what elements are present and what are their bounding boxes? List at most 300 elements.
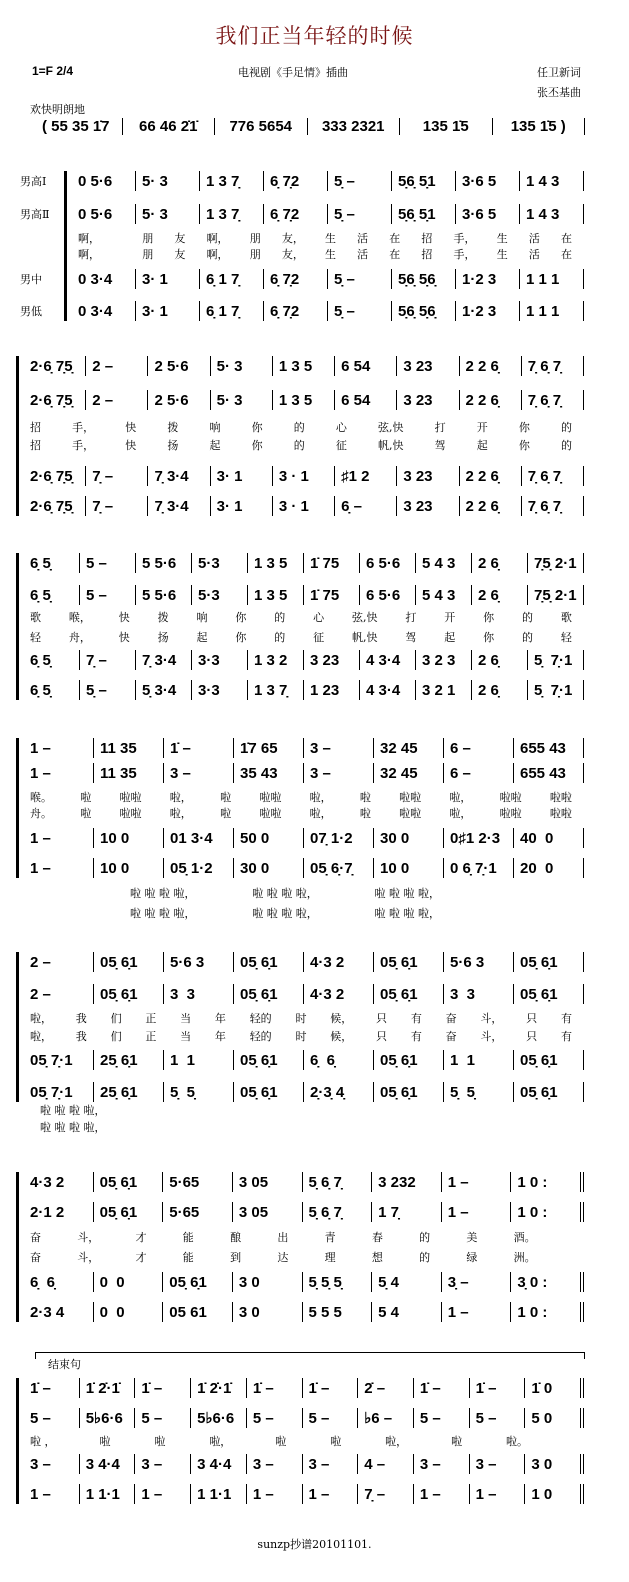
measure: 1 – bbox=[414, 1484, 470, 1504]
lyric-syllable: 扬 bbox=[157, 631, 169, 644]
lyric-syllable: 候， bbox=[330, 1012, 353, 1025]
lyric-syllable: 帆,快 bbox=[352, 631, 378, 644]
intro-measure: 135 1̇5 ) bbox=[493, 118, 586, 135]
lyric-syllable: 斗， bbox=[77, 1231, 100, 1244]
measure: 6̣ 7̣2 bbox=[264, 171, 328, 191]
measure: 3 – bbox=[303, 1454, 359, 1474]
lyric-syllable: 奋 bbox=[445, 1012, 457, 1025]
lyric-syllable: 响 bbox=[209, 421, 221, 434]
lyric-syllable: 轻 bbox=[30, 631, 41, 644]
lyric-syllable: 年 bbox=[214, 1012, 226, 1025]
measure: 25̣ 6̣1 bbox=[94, 1082, 164, 1102]
staff-voice-2 bbox=[28, 585, 584, 605]
lyric-syllable: 年 bbox=[214, 1030, 226, 1043]
measure: 01 3·4 bbox=[164, 828, 234, 848]
measure: 5 – bbox=[28, 1408, 80, 1428]
measure: 2̇ – bbox=[358, 1378, 414, 1398]
lyric-syllable: 啦 bbox=[154, 1435, 166, 1448]
bass-lyrics-line bbox=[130, 905, 440, 921]
staff-voice-2 bbox=[76, 204, 584, 224]
measure: 3· 1 bbox=[136, 301, 200, 321]
lyric-syllable: 啦 bbox=[359, 807, 371, 820]
lyric-syllable: 洲。 bbox=[513, 1251, 536, 1264]
measure: 2 2 6̣ bbox=[460, 390, 522, 410]
measure: 1 – bbox=[247, 1484, 303, 1504]
measure: 3·6 5 bbox=[456, 204, 520, 224]
measure: 1 1·1 bbox=[80, 1484, 136, 1504]
lyric-syllable: 能 bbox=[182, 1231, 194, 1244]
system-bracket bbox=[64, 171, 71, 321]
measure: 5̣ 5̣ bbox=[444, 1082, 514, 1102]
system-bracket bbox=[16, 1378, 23, 1504]
lyric-syllable: 有 bbox=[560, 1030, 572, 1043]
lyric-syllable: 轻 bbox=[560, 631, 572, 644]
measure: 05 61 bbox=[163, 1302, 233, 1322]
lyric-syllable: 友， bbox=[281, 248, 304, 261]
measure: 5̣6̣ 5̣1 bbox=[392, 204, 456, 224]
lyric-syllable: 活 bbox=[528, 232, 540, 245]
measure: 1·2 3 bbox=[456, 269, 520, 289]
measure: 0 5·6 bbox=[76, 171, 136, 191]
lyric-syllable: 候， bbox=[330, 1030, 353, 1043]
measure: 1̇ 75 bbox=[304, 553, 360, 573]
measure: 2 5·6 bbox=[148, 390, 210, 410]
lyric-syllable: 弦,快 bbox=[352, 611, 378, 624]
measure: 1 – bbox=[28, 763, 94, 783]
lyric-syllable: 活 bbox=[528, 248, 540, 261]
intro-measure: 333 2321 bbox=[308, 118, 401, 135]
lyric-syllable: 啦 bbox=[220, 807, 232, 820]
lyric-phrase: 啦 啦 啦 啦， bbox=[130, 887, 196, 900]
measure: 7̣ 6̣ 7̣ bbox=[522, 496, 584, 516]
voice-label: 男高Ⅱ bbox=[20, 208, 50, 221]
measure: 11 35 bbox=[94, 763, 164, 783]
measure: 5̣ – bbox=[328, 301, 392, 321]
lyric-syllable: 喉。 bbox=[30, 791, 52, 804]
measure: 32 45 bbox=[374, 763, 444, 783]
lyric-syllable: 的 bbox=[561, 439, 572, 452]
lyric-syllable: 歌 bbox=[30, 611, 41, 624]
lyric-syllable: 啦， bbox=[385, 1435, 408, 1448]
staff-voice-2 bbox=[28, 984, 584, 1004]
measure: 3 23 bbox=[397, 390, 459, 410]
measure: 2·6̣ 7̣5̣ bbox=[28, 356, 86, 376]
lyric-syllable: 你 bbox=[251, 439, 263, 452]
staff-voice-4 bbox=[28, 496, 584, 516]
measure: 3· 1 bbox=[136, 269, 200, 289]
lyric-syllable: 拨 bbox=[167, 421, 179, 434]
measure: 05̣ 6̣1 bbox=[514, 1082, 584, 1102]
lyric-syllable: 手， bbox=[72, 439, 95, 452]
measure: 7̣ 3·4 bbox=[148, 466, 210, 486]
lyric-syllable: 的 bbox=[522, 631, 533, 644]
staff-voice-2 bbox=[28, 1408, 584, 1428]
system-bracket bbox=[16, 553, 23, 700]
lyric-syllable: 当 bbox=[180, 1030, 192, 1043]
measure: 10 0 bbox=[94, 828, 164, 848]
measure: 3· 1 bbox=[211, 496, 273, 516]
measure: 6̣ 1 7̣ bbox=[200, 301, 264, 321]
lyric-syllable: 啦 bbox=[99, 1435, 111, 1448]
lyric-syllable: 你 bbox=[518, 439, 530, 452]
lyric-syllable: 友 bbox=[174, 232, 186, 245]
measure: 5̣ 7̣·1 bbox=[528, 650, 584, 670]
lyrics-line bbox=[78, 246, 572, 262]
measure: 1̇ – bbox=[28, 1378, 80, 1398]
staff-voice-3 bbox=[28, 1454, 584, 1474]
measure: 1 – bbox=[28, 858, 94, 878]
measure: 5· 3 bbox=[136, 171, 200, 191]
lyric-syllable: 啦。 bbox=[506, 1435, 528, 1448]
measure: 05̣ 6̣1 bbox=[374, 1082, 444, 1102]
lyric-syllable: 啦， bbox=[309, 807, 332, 820]
staff-voice-4 bbox=[28, 680, 584, 700]
lyric-syllable: 啊， bbox=[78, 232, 100, 245]
measure: 2 – bbox=[28, 984, 94, 1004]
lyrics-line bbox=[30, 1433, 572, 1449]
lyric-syllable: 当 bbox=[180, 1012, 192, 1025]
measure: 1 1 1 bbox=[520, 301, 584, 321]
lyric-syllable: 美 bbox=[466, 1231, 478, 1244]
measure: 3 – bbox=[304, 763, 374, 783]
measure: 3·6 5 bbox=[456, 171, 520, 191]
staff-voice-3 bbox=[76, 269, 584, 289]
measure: 3 · 1 bbox=[273, 466, 335, 486]
system-bracket bbox=[16, 1172, 23, 1322]
measure: 5 – bbox=[80, 553, 136, 573]
measure: 5·65 bbox=[163, 1172, 233, 1192]
measure: 05̣ 6̣1 bbox=[514, 1050, 584, 1070]
lyric-syllable: 理 bbox=[324, 1251, 336, 1264]
measure: 6̣ 6̣ bbox=[304, 1050, 374, 1070]
lyric-syllable: 弦,快 bbox=[378, 421, 404, 434]
lyric-syllable: 出 bbox=[277, 1231, 289, 1244]
lyric-syllable: 手， bbox=[453, 248, 476, 261]
measure: 7̣ – bbox=[86, 496, 148, 516]
intro-measure: 776 5654 bbox=[215, 118, 308, 135]
measure: 3̣ 0 : bbox=[511, 1272, 584, 1292]
lyric-phrase: 啦 啦 啦 啦， bbox=[374, 887, 440, 900]
measure: 3 3 bbox=[164, 984, 234, 1004]
measure: 5· 3 bbox=[136, 204, 200, 224]
lyric-syllable: 啦 bbox=[80, 807, 92, 820]
measure: 1̇ – bbox=[135, 1378, 191, 1398]
lyric-syllable: 的 bbox=[274, 611, 286, 624]
lyric-syllable: 招 bbox=[30, 439, 41, 452]
lyric-syllable: 的 bbox=[293, 421, 305, 434]
lyric-syllable: 的 bbox=[419, 1251, 431, 1264]
measure: 2 – bbox=[86, 356, 148, 376]
staff-voice-1 bbox=[28, 356, 584, 376]
lyric-syllable: 在 bbox=[560, 248, 572, 261]
lyric-syllable: 你 bbox=[483, 611, 495, 624]
measure: 5♭6·6 bbox=[80, 1408, 136, 1428]
lyrics-line bbox=[30, 437, 572, 453]
measure: 1̇ – bbox=[303, 1378, 359, 1398]
staff-voice-2 bbox=[28, 390, 584, 410]
staff-voice-1 bbox=[28, 1378, 584, 1398]
intro-measure: ( 55 35 1̇7 bbox=[30, 118, 123, 135]
measure: 1 4 3 bbox=[520, 171, 584, 191]
measure: 2·6̣ 7̣5̣ bbox=[28, 466, 86, 486]
lyric-syllable: 想 bbox=[371, 1251, 383, 1264]
lyric-syllable: 在 bbox=[389, 232, 401, 245]
tempo-marking: 欢快明朗地 bbox=[30, 103, 85, 116]
measure: 05̣ 6̣1 bbox=[94, 1202, 164, 1222]
measure: 6 5·6 bbox=[360, 585, 416, 605]
lyric-syllable: 朋 bbox=[249, 248, 261, 261]
lyric-syllable: 有 bbox=[410, 1012, 422, 1025]
measure: 0 3·4 bbox=[76, 301, 136, 321]
measure: 3 0 bbox=[233, 1272, 303, 1292]
measure: 35 43 bbox=[234, 763, 304, 783]
lyric-syllable: 起 bbox=[196, 631, 208, 644]
measure: 5 – bbox=[303, 1408, 359, 1428]
lyric-syllable: 只 bbox=[526, 1030, 538, 1043]
measure: 3· 1 bbox=[211, 466, 273, 486]
staff-voice-4 bbox=[28, 1302, 584, 1322]
measure: 1 3 7̣ bbox=[200, 204, 264, 224]
lyric-phrase: 啦 啦 啦 啦， bbox=[130, 907, 196, 920]
measure: 05̣ 6̣1 bbox=[514, 952, 584, 972]
bass-lyrics-line bbox=[40, 1119, 120, 1135]
measure: 40 0 bbox=[514, 828, 584, 848]
measure: 6 – bbox=[444, 738, 514, 758]
lyric-syllable: 啦啦 bbox=[499, 791, 522, 804]
lyric-syllable: 舟。 bbox=[30, 807, 52, 820]
measure: 1̇ 2̇·1̇ bbox=[191, 1378, 247, 1398]
lyric-syllable: 手， bbox=[72, 421, 95, 434]
lyric-syllable: 酒。 bbox=[513, 1231, 536, 1244]
measure: 5 – bbox=[414, 1408, 470, 1428]
lyric-syllable: 啊， bbox=[78, 248, 100, 261]
lyric-syllable: 达 bbox=[277, 1251, 289, 1264]
measure: 11 35 bbox=[94, 738, 164, 758]
measure: 1 3 5 bbox=[273, 390, 335, 410]
lyric-syllable: 啦， bbox=[30, 1030, 52, 1043]
bass-lyrics-line bbox=[130, 885, 440, 901]
measure: 6̣ 7̣2 bbox=[264, 269, 328, 289]
lyric-syllable: 快 bbox=[118, 631, 130, 644]
measure: 5· 3 bbox=[211, 356, 273, 376]
measure: 6̣ 5̣ bbox=[28, 585, 80, 605]
lyric-syllable: 招 bbox=[421, 248, 433, 261]
lyric-syllable: 只 bbox=[376, 1012, 388, 1025]
staff-voice-1 bbox=[28, 1172, 584, 1192]
staff-voice-1 bbox=[28, 952, 584, 972]
lyric-syllable: 啦 bbox=[451, 1435, 463, 1448]
lyric-syllable: 只 bbox=[526, 1012, 538, 1025]
measure: 50 0 bbox=[234, 828, 304, 848]
staff-voice-1 bbox=[28, 553, 584, 573]
measure: 5̣ – bbox=[80, 680, 136, 700]
lyric-syllable: 心 bbox=[335, 421, 347, 434]
measure: 2·3 4 bbox=[28, 1302, 94, 1322]
lyric-syllable: 啊， bbox=[206, 248, 229, 261]
lyric-syllable: 我 bbox=[75, 1030, 87, 1043]
song-title: 我们正当年轻的时候 bbox=[215, 24, 414, 48]
lyric-syllable: 帆,快 bbox=[378, 439, 404, 452]
lyric-syllable: 啦， bbox=[309, 791, 332, 804]
measure: 3 – bbox=[304, 738, 374, 758]
lyrics-line bbox=[30, 609, 572, 625]
lyric-syllable: 友 bbox=[174, 248, 186, 261]
measure: 1·2 3 bbox=[456, 301, 520, 321]
lyric-syllable: 你 bbox=[235, 611, 247, 624]
measure: 0♯1 2·3 bbox=[444, 828, 514, 848]
voice-label: 男低 bbox=[20, 305, 42, 318]
lyric-syllable: 快 bbox=[125, 439, 137, 452]
measure: 3 23 bbox=[397, 466, 459, 486]
lyric-syllable: 只 bbox=[376, 1030, 388, 1043]
lyric-syllable: 轻的 bbox=[249, 1012, 272, 1025]
measure: 4·3 2 bbox=[304, 952, 374, 972]
measure: 3 23 bbox=[397, 496, 459, 516]
measure: 1 – bbox=[442, 1302, 512, 1322]
measure: 1 1 1 bbox=[520, 269, 584, 289]
measure: 6̣ 5̣ bbox=[28, 650, 80, 670]
lyric-syllable: 起 bbox=[209, 439, 221, 452]
staff-voice-3 bbox=[28, 650, 584, 670]
measure: 5 4 3 bbox=[416, 585, 472, 605]
measure: 3 – bbox=[135, 1454, 191, 1474]
measure: 05̣ 1·2 bbox=[164, 858, 234, 878]
measure: 3 – bbox=[414, 1454, 470, 1474]
staff-voice-4 bbox=[28, 1484, 584, 1504]
staff-voice-2 bbox=[28, 1202, 584, 1222]
measure: 05̣ 6̣1 bbox=[94, 952, 164, 972]
measure: 3 05 bbox=[233, 1172, 303, 1192]
lyric-syllable: 友， bbox=[281, 232, 304, 245]
measure: 1 3 7̣ bbox=[248, 680, 304, 700]
lyric-syllable: 斗， bbox=[480, 1030, 503, 1043]
measure: 3 2 3 bbox=[416, 650, 472, 670]
measure: 05̣ 6̣1 bbox=[234, 1082, 304, 1102]
lyric-syllable: 起 bbox=[476, 439, 488, 452]
lyric-phrase: 啦 啦 啦 啦， bbox=[40, 1121, 106, 1134]
measure: 6 5·6 bbox=[360, 553, 416, 573]
measure: 05̣ 6̣1 bbox=[374, 952, 444, 972]
lyrics-line bbox=[30, 1249, 572, 1265]
measure: 0 3·4 bbox=[76, 269, 136, 289]
measure: 5̣6̣ 5̣6̣ bbox=[392, 301, 456, 321]
voice-label: 男中 bbox=[20, 273, 42, 286]
lyric-syllable: 啦 bbox=[275, 1435, 287, 1448]
measure: 5̣ 4 bbox=[372, 1272, 442, 1292]
measure: 1̇ 0 bbox=[525, 1378, 584, 1398]
coda-label: 结束句 bbox=[48, 1358, 81, 1371]
measure: 1 0 bbox=[525, 1484, 584, 1504]
measure: 2 6̣ bbox=[472, 585, 528, 605]
measure: 3 2 1 bbox=[416, 680, 472, 700]
lyric-syllable: 你 bbox=[235, 631, 247, 644]
lyric-syllable: 青 bbox=[324, 1231, 336, 1244]
measure: 1 7̣ bbox=[372, 1202, 442, 1222]
measure: 1 0 : bbox=[511, 1302, 584, 1322]
measure: 6 54 bbox=[335, 390, 397, 410]
lyric-syllable: 在 bbox=[560, 232, 572, 245]
lyric-syllable: 到 bbox=[230, 1251, 242, 1264]
lyric-syllable: 能 bbox=[182, 1251, 194, 1264]
measure: 6̣ – bbox=[335, 496, 397, 516]
measure: 7̣5̣ 2·1 bbox=[528, 585, 584, 605]
measure: 32 45 bbox=[374, 738, 444, 758]
measure: 5 – bbox=[247, 1408, 303, 1428]
measure: 05̣ 6̣1 bbox=[514, 984, 584, 1004]
lyrics-line bbox=[30, 805, 572, 821]
measure: 7̣ – bbox=[86, 466, 148, 486]
measure: 5̣ – bbox=[328, 171, 392, 191]
measure: 1̇ 2̇·1̇ bbox=[80, 1378, 136, 1398]
measure: 1 3 7̣ bbox=[200, 171, 264, 191]
measure: 1 1 bbox=[164, 1050, 234, 1070]
lyric-syllable: 打 bbox=[405, 611, 417, 624]
measure: 1 – bbox=[303, 1484, 359, 1504]
lyric-syllable: 活 bbox=[357, 232, 369, 245]
measure: 7̣ 3·4 bbox=[148, 496, 210, 516]
lyric-syllable: 生 bbox=[496, 248, 508, 261]
measure: 7̣ 6̣ 7̣ bbox=[522, 466, 584, 486]
bass-lyrics-line bbox=[40, 1102, 120, 1118]
staff-voice-2 bbox=[28, 763, 584, 783]
measure: 3 0 bbox=[525, 1454, 584, 1474]
staff-voice-4 bbox=[28, 858, 584, 878]
lyric-syllable: 正 bbox=[145, 1012, 157, 1025]
measure: 3 23 bbox=[397, 356, 459, 376]
measure: 1̇7 65 bbox=[234, 738, 304, 758]
measure: 3 0 bbox=[233, 1302, 303, 1322]
measure: 05̣ 7̣·1 bbox=[28, 1050, 94, 1070]
measure: 4 3·4 bbox=[360, 680, 416, 700]
measure: 6̣ 7̣2 bbox=[264, 204, 328, 224]
measure: 05̣ 6̣·7̣ bbox=[304, 858, 374, 878]
lyric-syllable: 啦 ， bbox=[30, 1435, 56, 1448]
measure: 5 0 bbox=[525, 1408, 584, 1428]
lyric-syllable: 起 bbox=[444, 631, 456, 644]
measure: 1 0 : bbox=[511, 1172, 584, 1192]
lyric-syllable: 开 bbox=[476, 421, 488, 434]
staff-voice-3 bbox=[28, 1272, 584, 1292]
measure: 05̣ 6̣1 bbox=[94, 1172, 164, 1192]
lyric-syllable: 轻的 bbox=[249, 1030, 272, 1043]
lyric-syllable: 打 bbox=[434, 421, 446, 434]
lyric-syllable: 啦， bbox=[30, 1012, 52, 1025]
measure: 7̣5̣ 2·1 bbox=[528, 553, 584, 573]
lyric-syllable: 绿 bbox=[466, 1251, 478, 1264]
measure: 2 2 6̣ bbox=[460, 466, 522, 486]
measure: 6̣ 6̣ bbox=[28, 1272, 94, 1292]
composer: 张丕基曲 bbox=[537, 86, 581, 99]
lyric-syllable: 你 bbox=[518, 421, 530, 434]
measure: 4 3·4 bbox=[360, 650, 416, 670]
measure: 5̣ – bbox=[328, 269, 392, 289]
intro-measure: 66 46 2̇1̇ bbox=[123, 118, 216, 135]
lyric-syllable: 朋 bbox=[249, 232, 261, 245]
measure: 1̇ – bbox=[164, 738, 234, 758]
measure: 3 – bbox=[247, 1454, 303, 1474]
measure: 2 2 6̣ bbox=[460, 496, 522, 516]
measure: 05̣ 6̣1 bbox=[234, 952, 304, 972]
measure: 3 3 bbox=[444, 984, 514, 1004]
lyric-syllable: 奋 bbox=[30, 1251, 41, 1264]
measure: 7̣ 6̣ 7̣ bbox=[522, 356, 584, 376]
system-bracket bbox=[16, 738, 23, 878]
lyrics-line bbox=[30, 1028, 572, 1044]
measure: 6̣ 5̣ bbox=[28, 553, 80, 573]
measure: 4·3 2 bbox=[28, 1172, 94, 1192]
measure: 25̣ 6̣1 bbox=[94, 1050, 164, 1070]
measure: 2 – bbox=[28, 952, 94, 972]
